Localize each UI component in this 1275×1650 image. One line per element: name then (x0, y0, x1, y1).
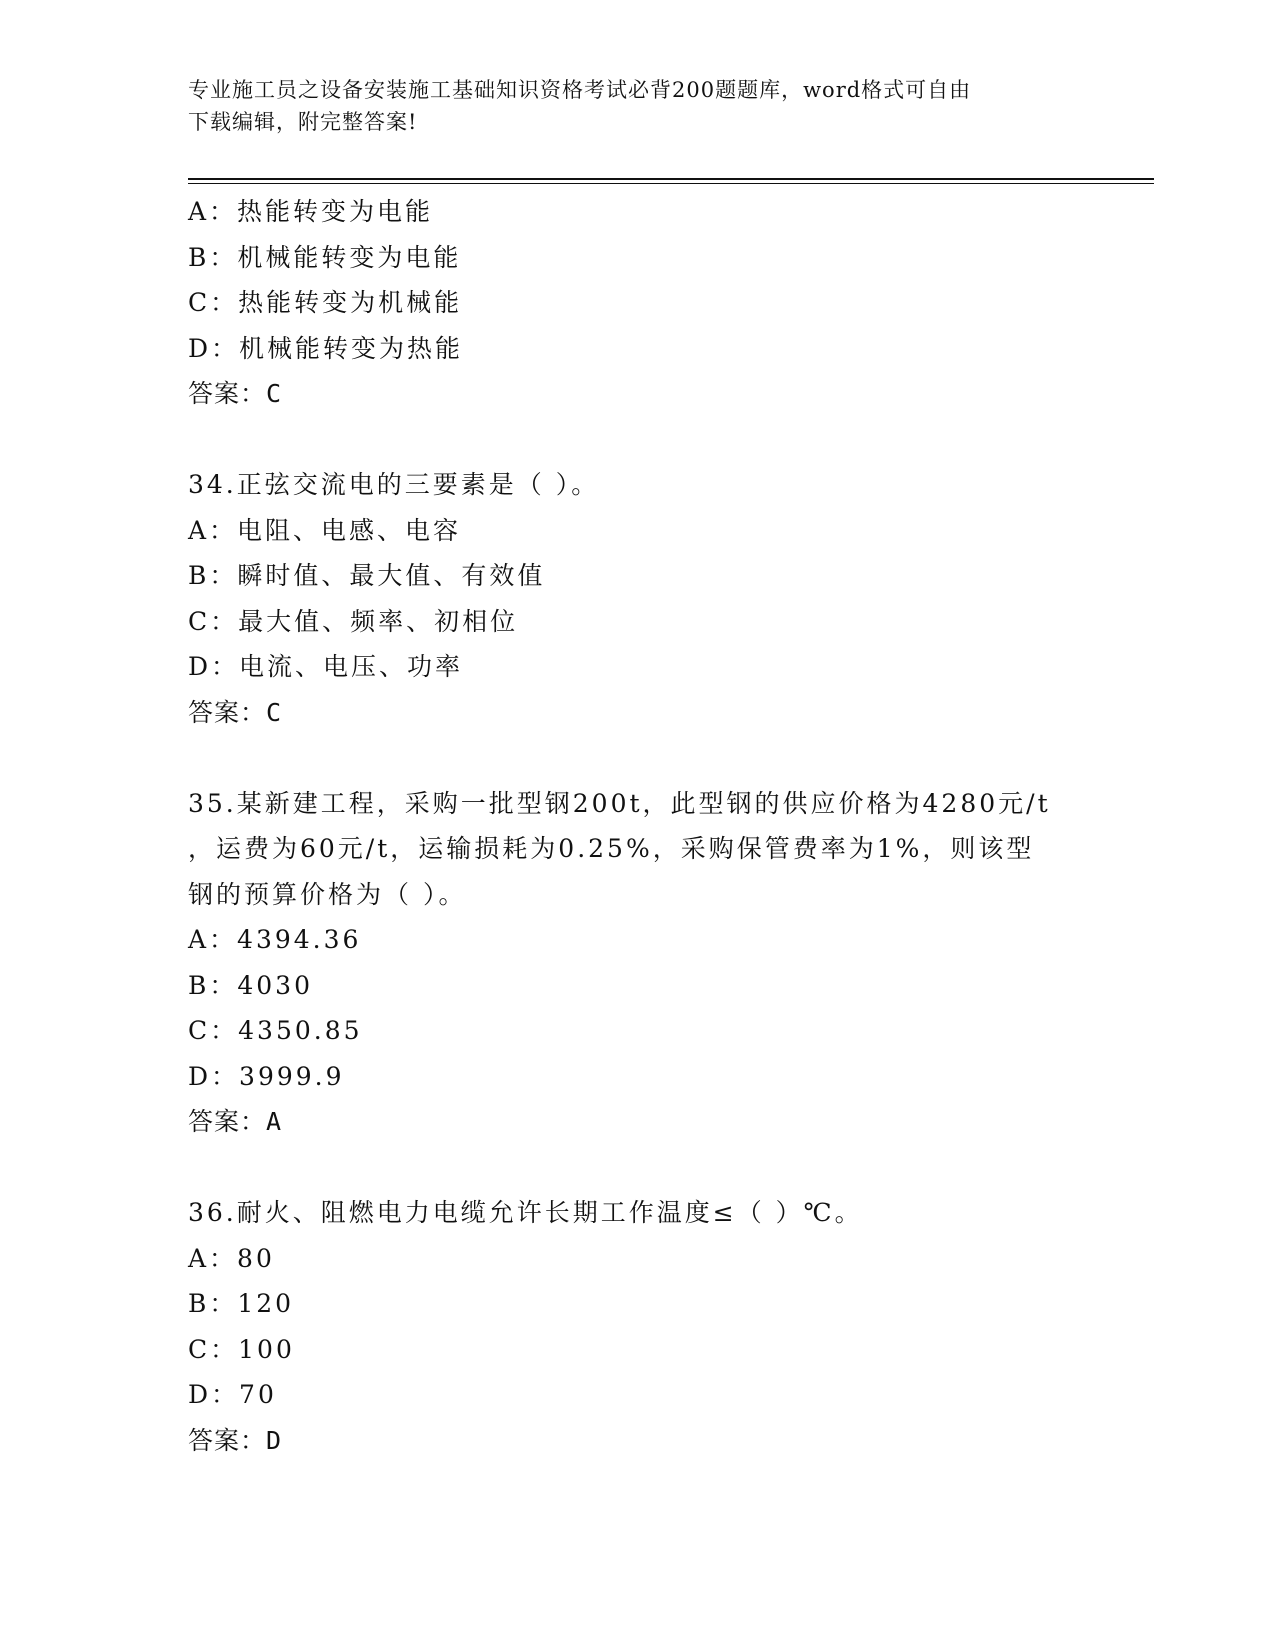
question-list (188, 189, 1148, 1463)
option-c: C：热能转变为机械能 (188, 288, 463, 317)
answer: 答案：C (188, 379, 283, 408)
question-text: 36.耐火、阻燃电力电缆允许长期工作温度≤（ ）℃。 (188, 1198, 863, 1227)
answer: 答案：A (188, 1107, 283, 1136)
option-c: C：100 (188, 1334, 295, 1364)
option-b: B：4030 (188, 970, 313, 1000)
header-line-2: 下载编辑，附完整答案! (188, 110, 418, 134)
option-a: A：80 (188, 1243, 275, 1273)
question-35 (188, 781, 1148, 1145)
question-text: 34.正弦交流电的三要素是（ ）。 (188, 470, 600, 499)
answer: 答案：C (188, 697, 283, 727)
question-33 (188, 189, 1148, 417)
option-b: B：瞬时值、最大值、有效值 (188, 561, 546, 590)
option-b: B：120 (188, 1289, 295, 1318)
option-a: A：4394.36 (188, 925, 362, 954)
spacer (188, 735, 1148, 781)
spacer (188, 1145, 1148, 1191)
option-d: D：3999.9 (188, 1061, 345, 1091)
option-c: C：4350.85 (188, 1016, 363, 1045)
header-line-1: 专业施工员之设备安装施工基础知识资格考试必背200题题库，word格式可自由 (188, 78, 972, 102)
question-text-line-3: 钢的预算价格为（ ）。 (188, 879, 467, 909)
question-text-line-2: ，运费为60元/t，运输损耗为0.25%，采购保管费率为1%，则该型 (188, 834, 1035, 863)
option-d: D：70 (188, 1380, 277, 1409)
header-divider-thick (188, 178, 1154, 180)
option-a: A：热能转变为电能 (188, 197, 434, 226)
question-34 (188, 462, 1148, 735)
question-36 (188, 1190, 1148, 1463)
option-a: A：电阻、电感、电容 (188, 515, 462, 545)
document-header (188, 74, 1088, 138)
question-text-line-1: 35.某新建工程，采购一批型钢200t，此型钢的供应价格为4280元/t (188, 788, 1051, 818)
option-d: D：电流、电压、功率 (188, 652, 464, 681)
spacer (188, 417, 1148, 463)
option-d: D：机械能转变为热能 (188, 333, 464, 363)
answer: 答案：D (188, 1425, 283, 1455)
option-b: B：机械能转变为电能 (188, 242, 462, 272)
option-c: C：最大值、频率、初相位 (188, 606, 519, 636)
header-divider-thin (188, 183, 1154, 184)
